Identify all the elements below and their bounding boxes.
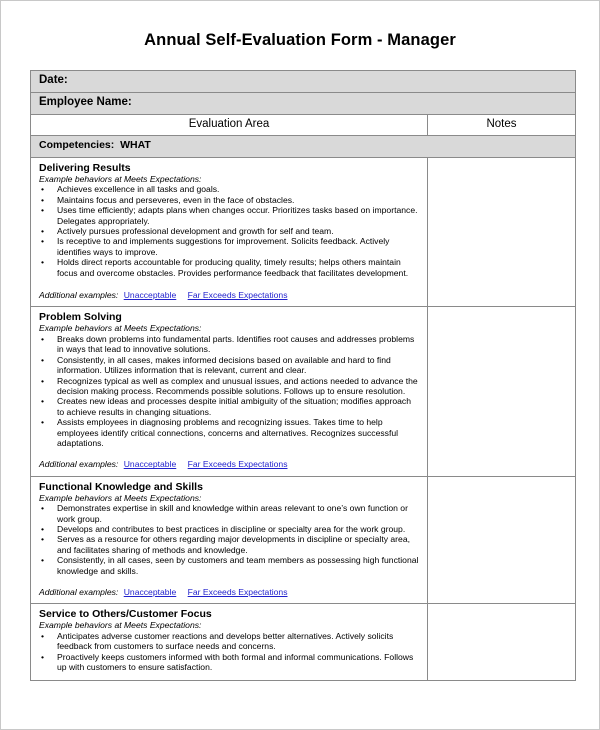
notes-cell[interactable] bbox=[428, 307, 576, 476]
notes-cell[interactable] bbox=[428, 476, 576, 604]
evaluation-area-header: Evaluation Area bbox=[31, 115, 428, 136]
section-row bbox=[31, 604, 576, 681]
employee-name-field[interactable] bbox=[31, 93, 576, 115]
behavior-list bbox=[39, 184, 419, 278]
additional-examples-label: Additional examples: bbox=[39, 290, 119, 301]
unacceptable-link[interactable]: Unacceptable bbox=[123, 290, 177, 301]
additional-examples-label: Additional examples: bbox=[39, 587, 119, 597]
unacceptable-link[interactable]: Unacceptable bbox=[123, 459, 177, 470]
behavior-item: • Recognizes typical as well as complex and unusual issues, and actions needed to advance the decision making process. Recommends possible solutions. Follows up to ensure resolution. bbox=[39, 376, 419, 397]
behavior-item: • Holds direct reports accountable for producing quality, timely results; helps others maintain focus and overcome obstacles. Provides performance feedback that facilitates development. bbox=[39, 257, 419, 278]
header-row bbox=[31, 115, 576, 136]
section-row bbox=[31, 307, 576, 476]
employee-name-label: Employee Name: bbox=[39, 96, 132, 108]
competencies-row bbox=[31, 136, 576, 158]
behavior-item: • Is receptive to and implements suggestions for improvement. Solicits feedback. Actively identifies ways to improve. bbox=[39, 236, 419, 257]
behavior-item: • Creates new ideas and processes despite initial ambiguity of the situation; modifies approach to achieve results in changing situations. bbox=[39, 396, 419, 417]
section-title: Problem Solving bbox=[39, 311, 122, 324]
behavior-item: • Achieves excellence in all tasks and goals. bbox=[39, 184, 419, 194]
section-delivering-results bbox=[31, 158, 428, 307]
competencies-cell bbox=[31, 136, 576, 158]
evaluation-table bbox=[30, 70, 576, 681]
section-functional-knowledge bbox=[31, 476, 428, 604]
date-row bbox=[31, 71, 576, 93]
far-exceeds-link[interactable]: Far Exceeds Expectations bbox=[187, 290, 288, 301]
section-subtitle: Example behaviors at Meets Expectations: bbox=[39, 492, 202, 503]
notes-cell[interactable] bbox=[428, 604, 576, 681]
far-exceeds-link[interactable]: Far Exceeds Expectations bbox=[187, 587, 288, 597]
section-subtitle: Example behaviors at Meets Expectations: bbox=[39, 323, 202, 334]
section-customer-focus bbox=[31, 604, 428, 681]
behavior-list bbox=[39, 503, 419, 576]
additional-examples bbox=[39, 459, 419, 469]
date-label: Date: bbox=[39, 74, 68, 86]
employee-row bbox=[31, 93, 576, 115]
behavior-item: • Consistently, in all cases, seen by customers and team members as possessing high functional knowledge and skills. bbox=[39, 555, 419, 576]
behavior-item: • Uses time efficiently; adapts plans when changes occur. Prioritizes tasks based on importance. Delegates appropriately. bbox=[39, 205, 419, 226]
additional-examples bbox=[39, 290, 419, 300]
section-subtitle: Example behaviors at Meets Expectations: bbox=[39, 174, 202, 184]
notes-header: Notes bbox=[428, 115, 576, 136]
additional-examples-label: Additional examples: bbox=[39, 459, 119, 470]
section-title: Functional Knowledge and Skills bbox=[39, 480, 203, 493]
behavior-item: • Serves as a resource for others regarding major developments in discipline or specialty area, and facilitates sharing of methods and knowledge. bbox=[39, 534, 419, 555]
unacceptable-link[interactable]: Unacceptable bbox=[123, 587, 177, 597]
behavior-item: • Consistently, in all cases, makes informed decisions based on available and hard to find information. Utilizes information that is relevant, current and clear. bbox=[39, 355, 419, 376]
behavior-item: • Assists employees in diagnosing problems and recognizing issues. Takes time to help employees identify critical connections, concerns and alternatives. Recognizes successful adaptations. bbox=[39, 417, 419, 448]
behavior-item: • Actively pursues professional development and growth for self and team. bbox=[39, 226, 419, 236]
section-row bbox=[31, 158, 576, 307]
additional-examples bbox=[39, 587, 419, 597]
behavior-item: • Maintains focus and perseveres, even in the face of obstacles. bbox=[39, 195, 419, 205]
behavior-list bbox=[39, 631, 419, 673]
competencies-value: WHAT bbox=[120, 139, 151, 151]
date-field[interactable] bbox=[31, 71, 576, 93]
form-title: Annual Self-Evaluation Form - Manager bbox=[144, 31, 456, 49]
section-subtitle: Example behaviors at Meets Expectations: bbox=[39, 620, 202, 631]
behavior-item: • Anticipates adverse customer reactions and develops better alternatives. Actively solicits feedback from customers to surface needs and concerns. bbox=[39, 631, 419, 652]
section-title: Service to Others/Customer Focus bbox=[39, 608, 212, 621]
notes-cell[interactable] bbox=[428, 158, 576, 307]
section-row bbox=[31, 476, 576, 604]
section-problem-solving bbox=[31, 307, 428, 476]
behavior-list bbox=[39, 334, 419, 448]
behavior-item: • Proactively keeps customers informed with both formal and informal communications. Follows up with customers to ensure satisfaction. bbox=[39, 652, 419, 673]
behavior-item: • Demonstrates expertise in skill and knowledge within areas relevant to one’s own function or work group. bbox=[39, 503, 419, 524]
far-exceeds-link[interactable]: Far Exceeds Expectations bbox=[187, 459, 288, 470]
section-title: Delivering Results bbox=[39, 162, 131, 174]
behavior-item: • Develops and contributes to best practices in discipline or specialty area for the work group. bbox=[39, 524, 419, 534]
behavior-item: • Breaks down problems into fundamental parts. Identifies root causes and addresses problems in ways that lead to innovative solutions. bbox=[39, 334, 419, 355]
competencies-label: Competencies: bbox=[39, 139, 115, 151]
